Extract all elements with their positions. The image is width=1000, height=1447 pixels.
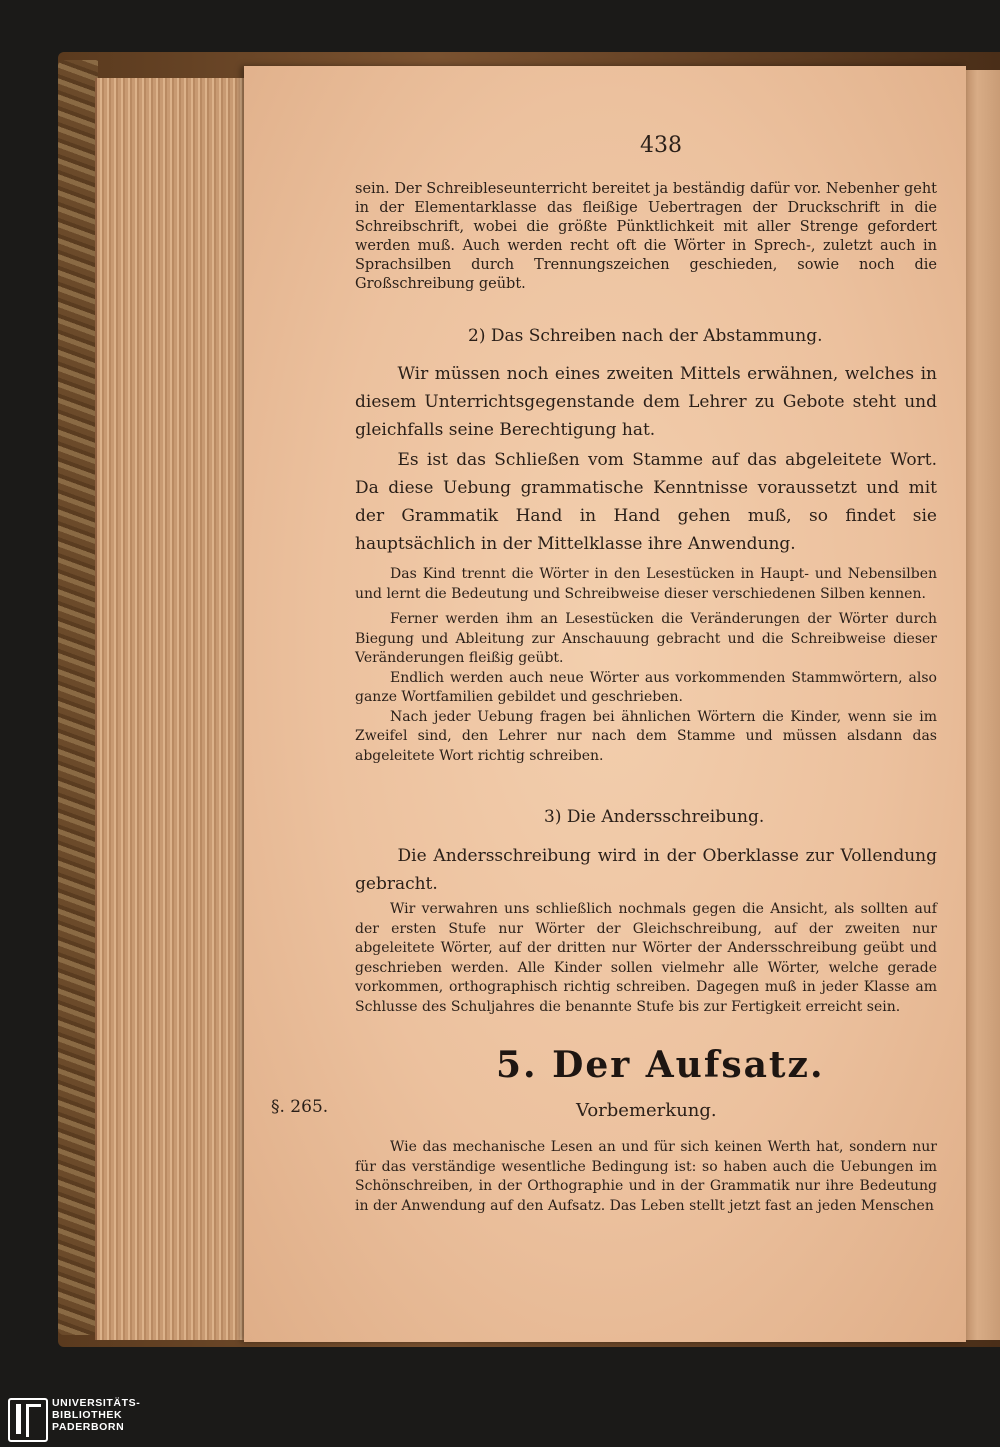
logo-line-2: BIBLIOTHEK xyxy=(52,1409,123,1421)
logo-line-1: UNIVERSITÄTS- xyxy=(52,1397,141,1409)
intro-paragraph: sein. Der Schreiblesеunterricht bereitet ja beständig dafür vor. Nebenher geht in der Elementarklasse das fleißige Uebertragen der Druckschrift in die Schreibschrift, wobei die größte Pünktlichkeit mit aller Strenge gefordert werden muß. Auch werden recht oft die Wörter in Sprech-, zuletzt auch in Sprachsilben durch Trennungszeichen geschieden, sowie noch die Großschreibung geübt. xyxy=(355,181,937,292)
closing-paragraph: Wie das mechanische Lesen an und für sich keinen Werth hat, sondern nur für das verständige wesentliche Bedingung ist: so haben auch die Uebungen im Schönschreiben, in der Orthographie und in der Grammatik nur ihre Bedeutung in der Anwendung auf den Aufsatz. Das Leben stellt jetzt fast an jeden Menschen xyxy=(355,1139,937,1214)
section-2-para-4: Ferner werden ihm an Lesestücken die Veränderungen der Wörter durch Biegung und Ableitung zur Anschauung gebracht und die Schreibweise dieser Veränderungen fleißig geübt. xyxy=(355,611,937,666)
section-3-para-2: Wir verwahren uns schließlich nochmals gegen die Ansicht, als sollten auf der ersten Stufe nur Wörter der Gleichschreibung, auf der zweiten nur abgeleitete Wörter, auf der dritten nur Wörter der Andersschreibung geübt und geschrieben werden. Alle Kinder sollen vielmehr alle Wörter, welche gerade vorkommen, orthographisch richtig schreiben. Dagegen muß in jeder Klasse am Schlusse des Schuljahres die benannte Stufe bis zur Fertigkeit erreicht sein. xyxy=(355,901,937,1015)
section-2-para-6: Nach jeder Uebung fragen bei ähnlichen Wörtern die Kinder, wenn sie im Zweifel sind, den Lehrer nur nach dem Stamme und müssen alsdann das abgeleitete Wort richtig schreiben. xyxy=(355,708,937,764)
page-number: 438 xyxy=(640,133,682,158)
library-logo-icon xyxy=(8,1398,48,1442)
section-3-heading: 3) Die Andersschreibung. xyxy=(544,807,765,827)
section-2-para-3: Das Kind trennt die Wörter in den Lesestücken in Haupt- und Nebensilben und lernt die Bedeutung und Schreibweise dieser verschiedenen Silben kennen. xyxy=(355,566,937,602)
section-2-heading: 2) Das Schreiben nach der Abstammung. xyxy=(468,326,823,346)
sub-heading: Vorbemerkung. xyxy=(576,1100,717,1121)
section-3-para-1: Die Andersschreibung wird in der Oberklasse zur Vollendung gebracht. xyxy=(355,846,937,894)
section-2-para-5: Endlich werden auch neue Wörter aus vorkommenden Stammwörtern, also ganze Wortfamilien gebildet und geschrieben. xyxy=(355,669,937,705)
chapter-title: 5. Der Aufsatz. xyxy=(496,1044,825,1086)
book-spine xyxy=(58,60,98,1335)
library-logo xyxy=(0,1390,200,1447)
logo-line-3: PADERBORN xyxy=(52,1421,125,1433)
library-logo-text xyxy=(52,1397,140,1433)
page-edges xyxy=(95,78,262,1340)
section-mark: §. 265. xyxy=(271,1097,329,1117)
section-2-para-2: Es ist das Schließen vom Stamme auf das abgeleitete Wort. Da diese Uebung grammatische Kenntnisse voraussetzt und mit der Grammatik Hand in Hand gehen muß, so findet sie hauptsächlich in der Mittelklasse ihre Anwendung. xyxy=(355,450,937,554)
facing-page-edge xyxy=(962,70,1000,1340)
section-2-para-1: Wir müssen noch eines zweiten Mittels erwähnen, welches in diesem Unterrichtsgegenstande dem Lehrer zu Gebote steht und gleichfalls seine Berechtigung hat. xyxy=(355,364,937,440)
